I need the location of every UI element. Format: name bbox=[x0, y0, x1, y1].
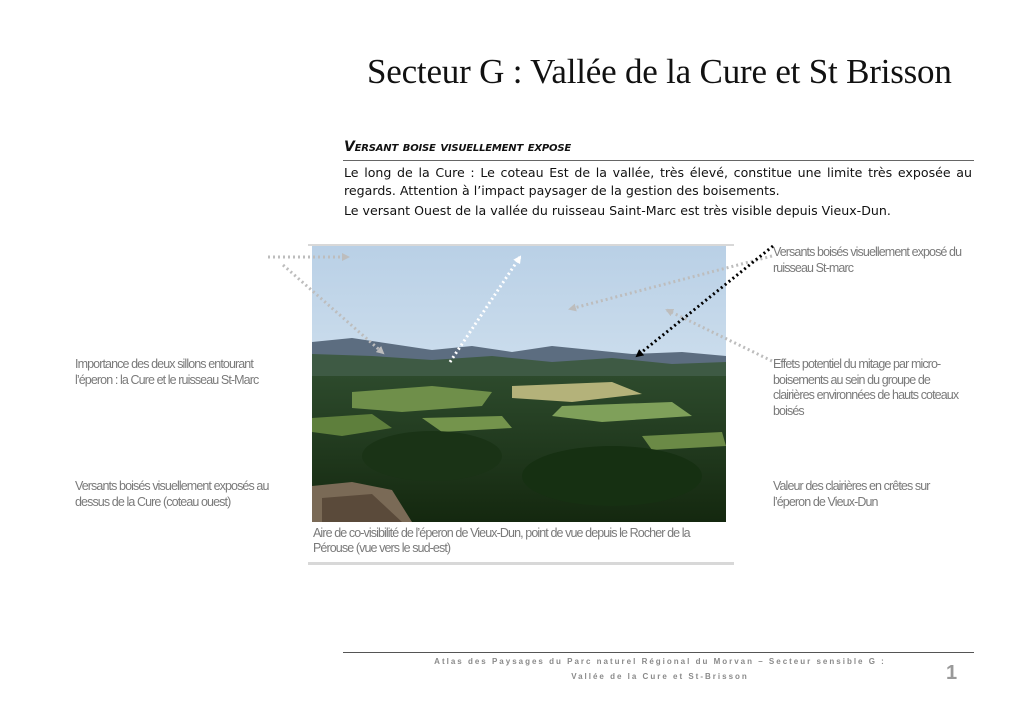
section-heading: Versant boise visuellement expose bbox=[344, 139, 571, 155]
annotation-right-middle: Effets potentiel du mitage par micro-boisements au sein du groupe de clairières environnées de hauts coteaux boisés bbox=[773, 357, 959, 418]
footer-line-2: Vallée de la Cure et St-Brisson bbox=[571, 672, 749, 681]
annotation-right-top: Versants boisés visuellement exposé du ruisseau St-marc bbox=[773, 245, 962, 275]
photo-caption: Aire de co-visibilité de l’éperon de Vieux-Dun, point de vue depuis le Rocher de la Pérouse (vue vers le sud-est) bbox=[313, 526, 690, 555]
annotation-left-top: Importance des deux sillons entourant l’éperon : la Cure et le ruisseau St-Marc bbox=[75, 357, 259, 387]
heading-divider bbox=[343, 160, 974, 161]
footer-divider bbox=[343, 652, 974, 653]
body-paragraph-2: Le versant Ouest de la vallée du ruisseau Saint-Marc est très visible depuis Vieux-Dun. bbox=[344, 203, 891, 218]
section-body bbox=[344, 164, 972, 223]
page-number: 1 bbox=[946, 662, 958, 684]
annotation-left-bottom: Versants boisés visuellement exposés au dessus de la Cure (coteau ouest) bbox=[75, 479, 269, 509]
page-title: Secteur G : Vallée de la Cure et St Brisson bbox=[367, 52, 952, 91]
landscape-photo bbox=[312, 246, 726, 522]
footer-line-1: Atlas des Paysages du Parc naturel Régional du Morvan – Secteur sensible G : bbox=[434, 657, 886, 666]
body-paragraph-1: Le long de la Cure : Le coteau Est de la vallée, très élevé, constitue une limite très exposée au regards. Attention à l’impact paysager de la gestion des boisements. bbox=[344, 165, 972, 198]
annotation-right-bottom: Valeur des clairières en crêtes sur l’éperon de Vieux-Dun bbox=[773, 479, 930, 509]
